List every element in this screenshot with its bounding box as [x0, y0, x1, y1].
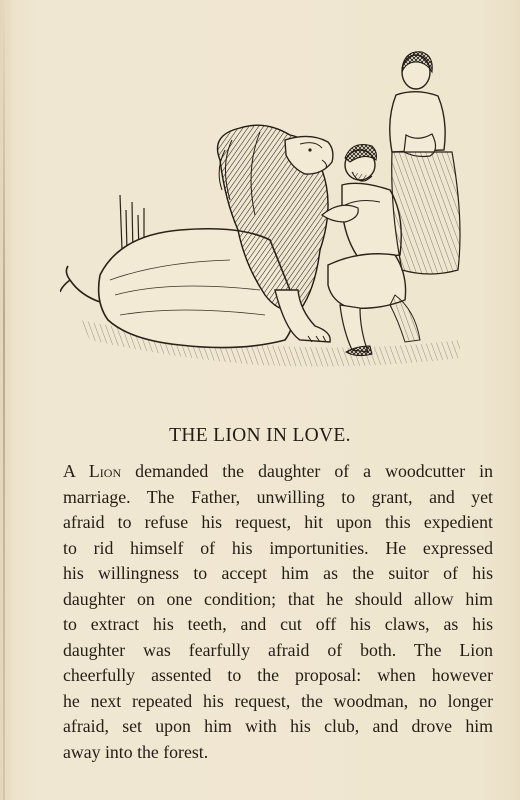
text-line: he next repeated his request, the woodman, no longer	[63, 690, 493, 711]
text-line: his willingness to accept him as the suitor of his	[63, 563, 493, 583]
lion-tail	[60, 266, 100, 302]
fable-title: THE LION IN LOVE.	[169, 425, 351, 446]
text-line: afraid to refuse his request, hit upon this expedient	[63, 512, 493, 532]
page-binding-edge	[3, 0, 5, 800]
text-line: to extract his teeth, and cut off his claws, as his	[63, 614, 493, 634]
text-line: cheerfully assented to the proposal: when however	[63, 665, 493, 685]
text-line-1-rest: demanded the daughter of a woodcutter in	[121, 461, 493, 481]
fable-illustration	[60, 40, 480, 385]
lion-small-caps: Lion	[88, 461, 122, 481]
text-line-last: away into the forest.	[63, 741, 209, 762]
text-line: daughter was fearfully afraid of both. The Lion	[63, 639, 493, 660]
text-line: to rid himself of his importunities. He expressed	[63, 537, 493, 558]
text-line: marriage. The Father, unwilling to grant, and yet	[63, 486, 493, 507]
text-lead: A	[63, 461, 89, 481]
daughter-figure	[390, 52, 460, 274]
text-line-1	[63, 459, 493, 485]
text-line: afraid, set upon him with his club, and drove him	[63, 716, 493, 736]
fable-text	[63, 459, 493, 765]
text-line: daughter on one condition; that he should allow him	[63, 588, 493, 609]
